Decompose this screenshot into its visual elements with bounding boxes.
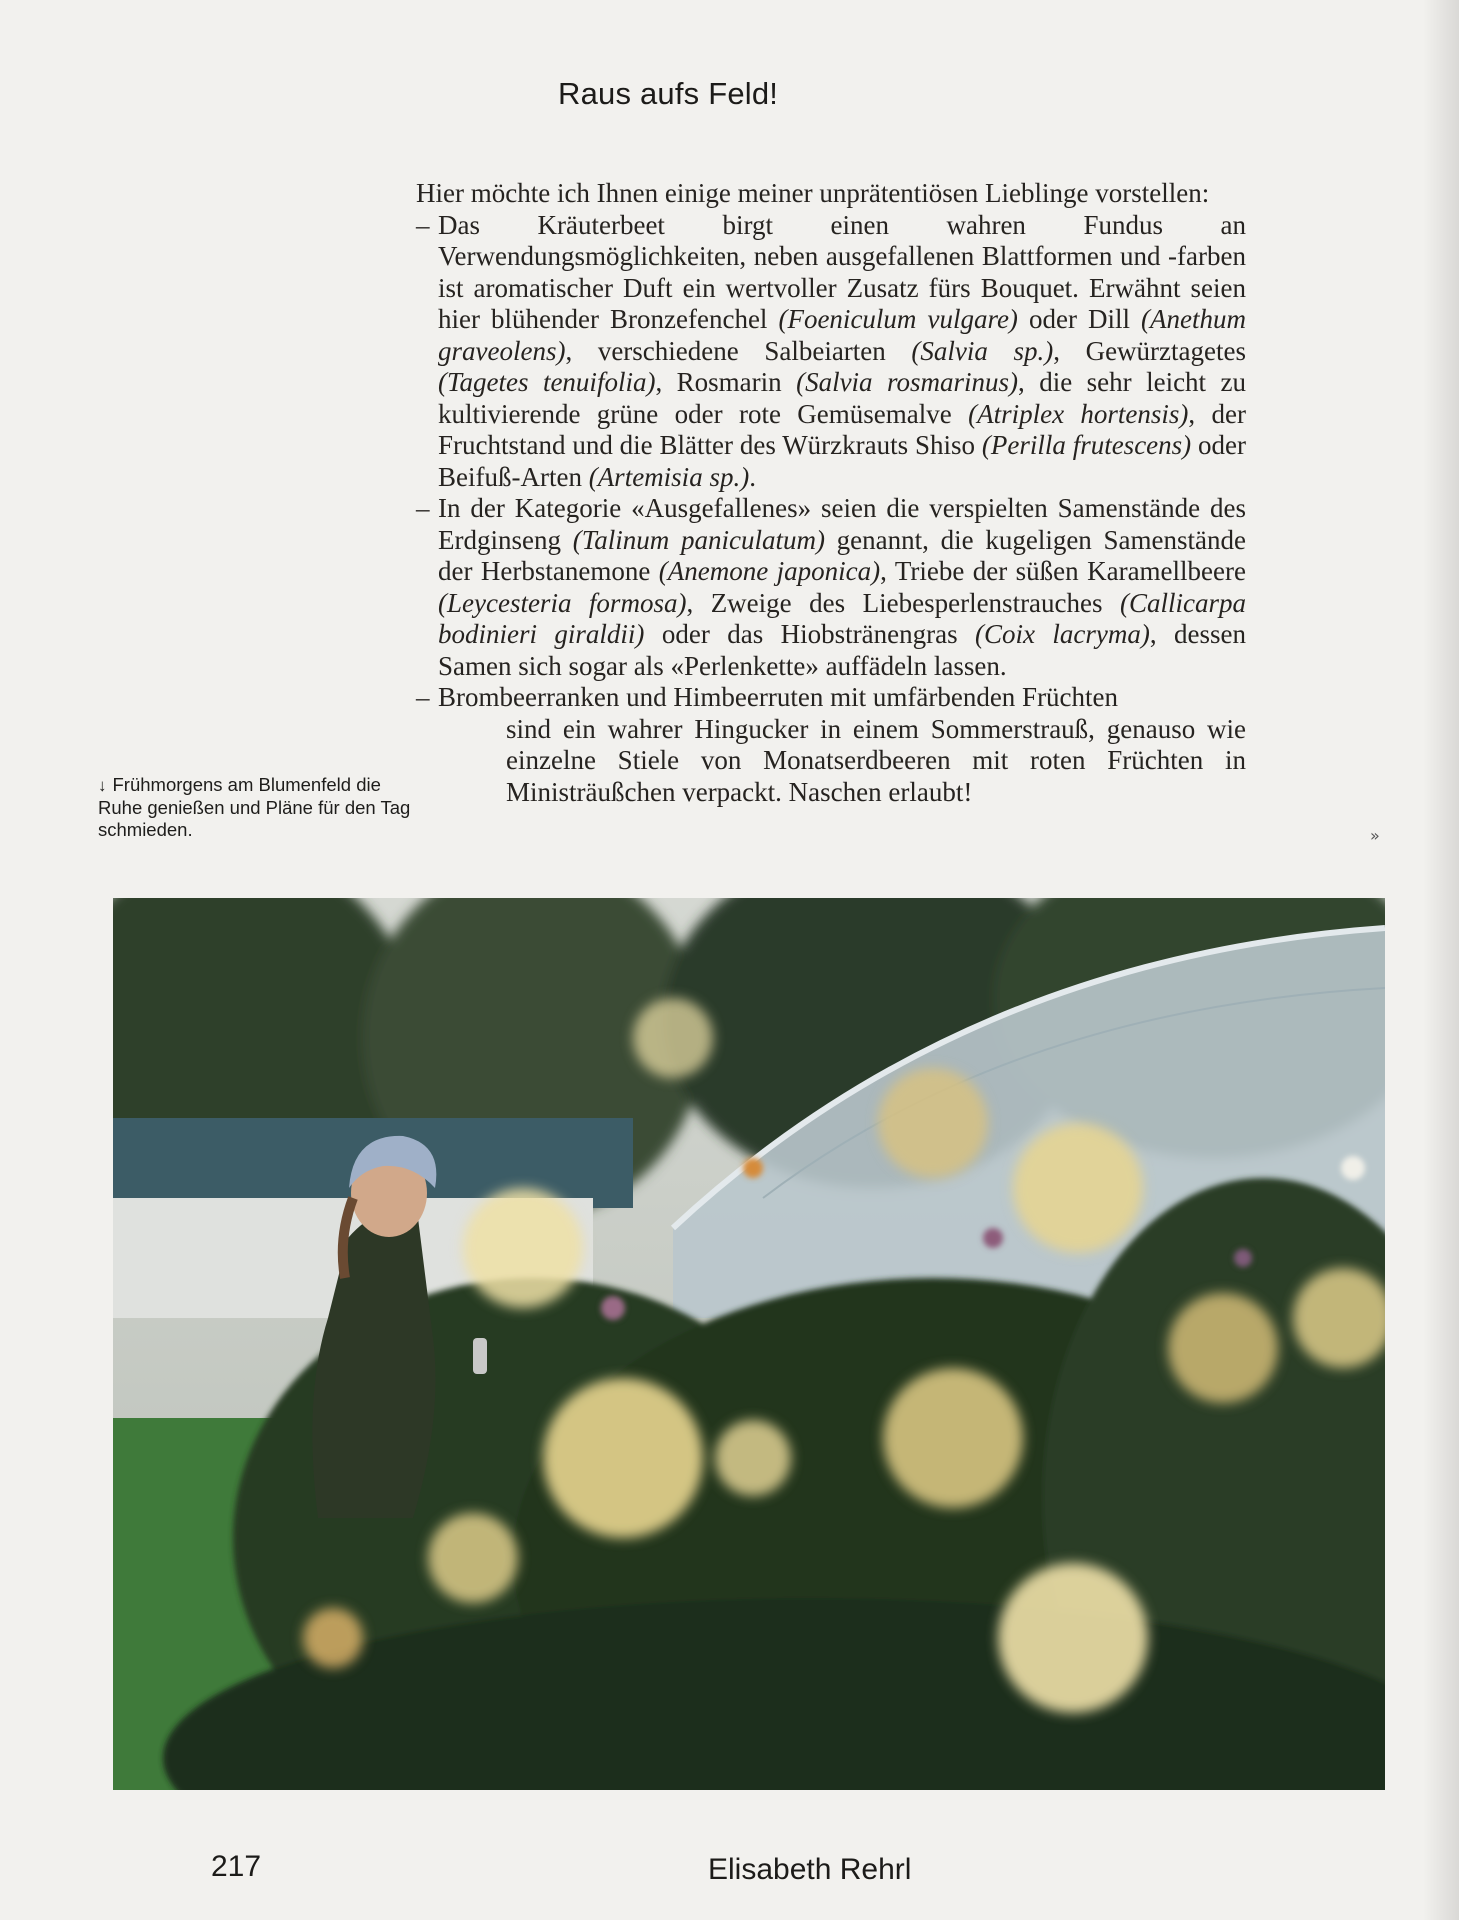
text-run: , Gewürztagetes <box>1053 335 1246 366</box>
list-item <box>416 493 1246 682</box>
text-run: Brombeerranken und Himbeerruten mit umfärbenden Früchten <box>438 682 1119 712</box>
botanical-name: (Atriplex hortensis) <box>968 398 1189 429</box>
list-item <box>416 210 1246 494</box>
text-run: In der Kategorie «Ausgefallenes» seien die verspielten Samenstände des Erdginseng <box>438 493 1246 555</box>
text-run: , der Fruchtstand und die Blätter des Würzkrauts Shiso <box>438 398 1246 460</box>
text-run: , Triebe der süßen Karamellbeere <box>880 556 1246 586</box>
botanical-name: (Talinum paniculatum) <box>572 524 825 555</box>
text-run: oder das Hiobstränengras <box>644 619 975 649</box>
page-number: 217 <box>211 1850 262 1883</box>
botanical-name: (Coix lacryma) <box>975 619 1150 649</box>
list-item-continuation: sind ein wahrer Hingucker in einem Sommerstrauß, genauso wie einzelne Stiele von Monatserdbeeren mit roten Früchten in Ministräußchen verpackt. Naschen erlaubt! <box>506 713 1246 807</box>
list-dash: – <box>416 682 430 712</box>
list-dash: – <box>416 493 430 523</box>
garden-photo-illustration <box>113 898 1385 1790</box>
botanical-name: (Callicarpa bodinieri giraldii) <box>438 587 1247 649</box>
botanical-name: (Foeniculum vulgare) <box>778 304 1018 334</box>
author-name: Elisabeth Rehrl <box>708 1853 912 1886</box>
text-run: genannt, die kugeligen Samenstände der Herbstanemone <box>438 524 1246 586</box>
garden-photo <box>113 898 1385 1790</box>
botanical-name: (Anemone japonica) <box>658 556 881 586</box>
text-run: Das Kräuterbeet birgt einen wahren Fundus an Verwendungsmöglichkeiten, neben ausgefallenen Blattformen und -farben ist aromatischer Duft ein wertvoller Zusatz fürs Bouquet. Erwähnt seien hier blühender Bronzefenchel <box>438 209 1246 334</box>
list-item <box>416 682 1246 808</box>
section-title: Raus aufs Feld! <box>558 76 779 111</box>
intro-paragraph: Hier möchte ich Ihnen einige meiner unprätentiösen Lieblinge vorstellen: <box>416 178 1210 208</box>
botanical-name: (Salvia rosmarinus) <box>796 367 1019 397</box>
photo-caption <box>98 774 418 841</box>
text-run: , Rosmarin <box>655 367 797 397</box>
page-gutter-shadow <box>1423 0 1459 1920</box>
text-run: , dessen Samen sich sogar als «Perlenkette» auffädeln lassen. <box>438 619 1247 681</box>
botanical-name: (Tagetes tenuifolia) <box>438 367 656 397</box>
continue-marker-icon: » <box>1370 826 1380 845</box>
body-text <box>416 178 1246 808</box>
botanical-name: (Anethum graveolens) <box>438 304 1246 366</box>
text-run: oder Dill <box>1017 304 1142 334</box>
botanical-name: (Perilla frutescens) <box>981 430 1192 460</box>
text-run: oder Beifuß-Arten <box>438 430 1246 492</box>
text-run: , verschiedene Salbeiarten <box>565 335 912 366</box>
text-run: , Zweige des Liebesperlenstrauches <box>686 587 1121 618</box>
list-dash: – <box>416 209 430 240</box>
text-run: , die sehr leicht zu kultivierende grüne oder rote Gemüsemalve <box>438 367 1246 429</box>
botanical-name: (Artemisia sp.) <box>588 461 750 492</box>
arrow-down-icon: ↓ <box>98 776 107 795</box>
caption-text: Frühmorgens am Blumenfeld die Ruhe genießen und Pläne für den Tag schmieden. <box>98 774 411 840</box>
botanical-name: (Leycesteria formosa) <box>438 587 687 618</box>
text-run: . <box>749 461 756 492</box>
botanical-name: (Salvia sp.) <box>911 335 1054 366</box>
